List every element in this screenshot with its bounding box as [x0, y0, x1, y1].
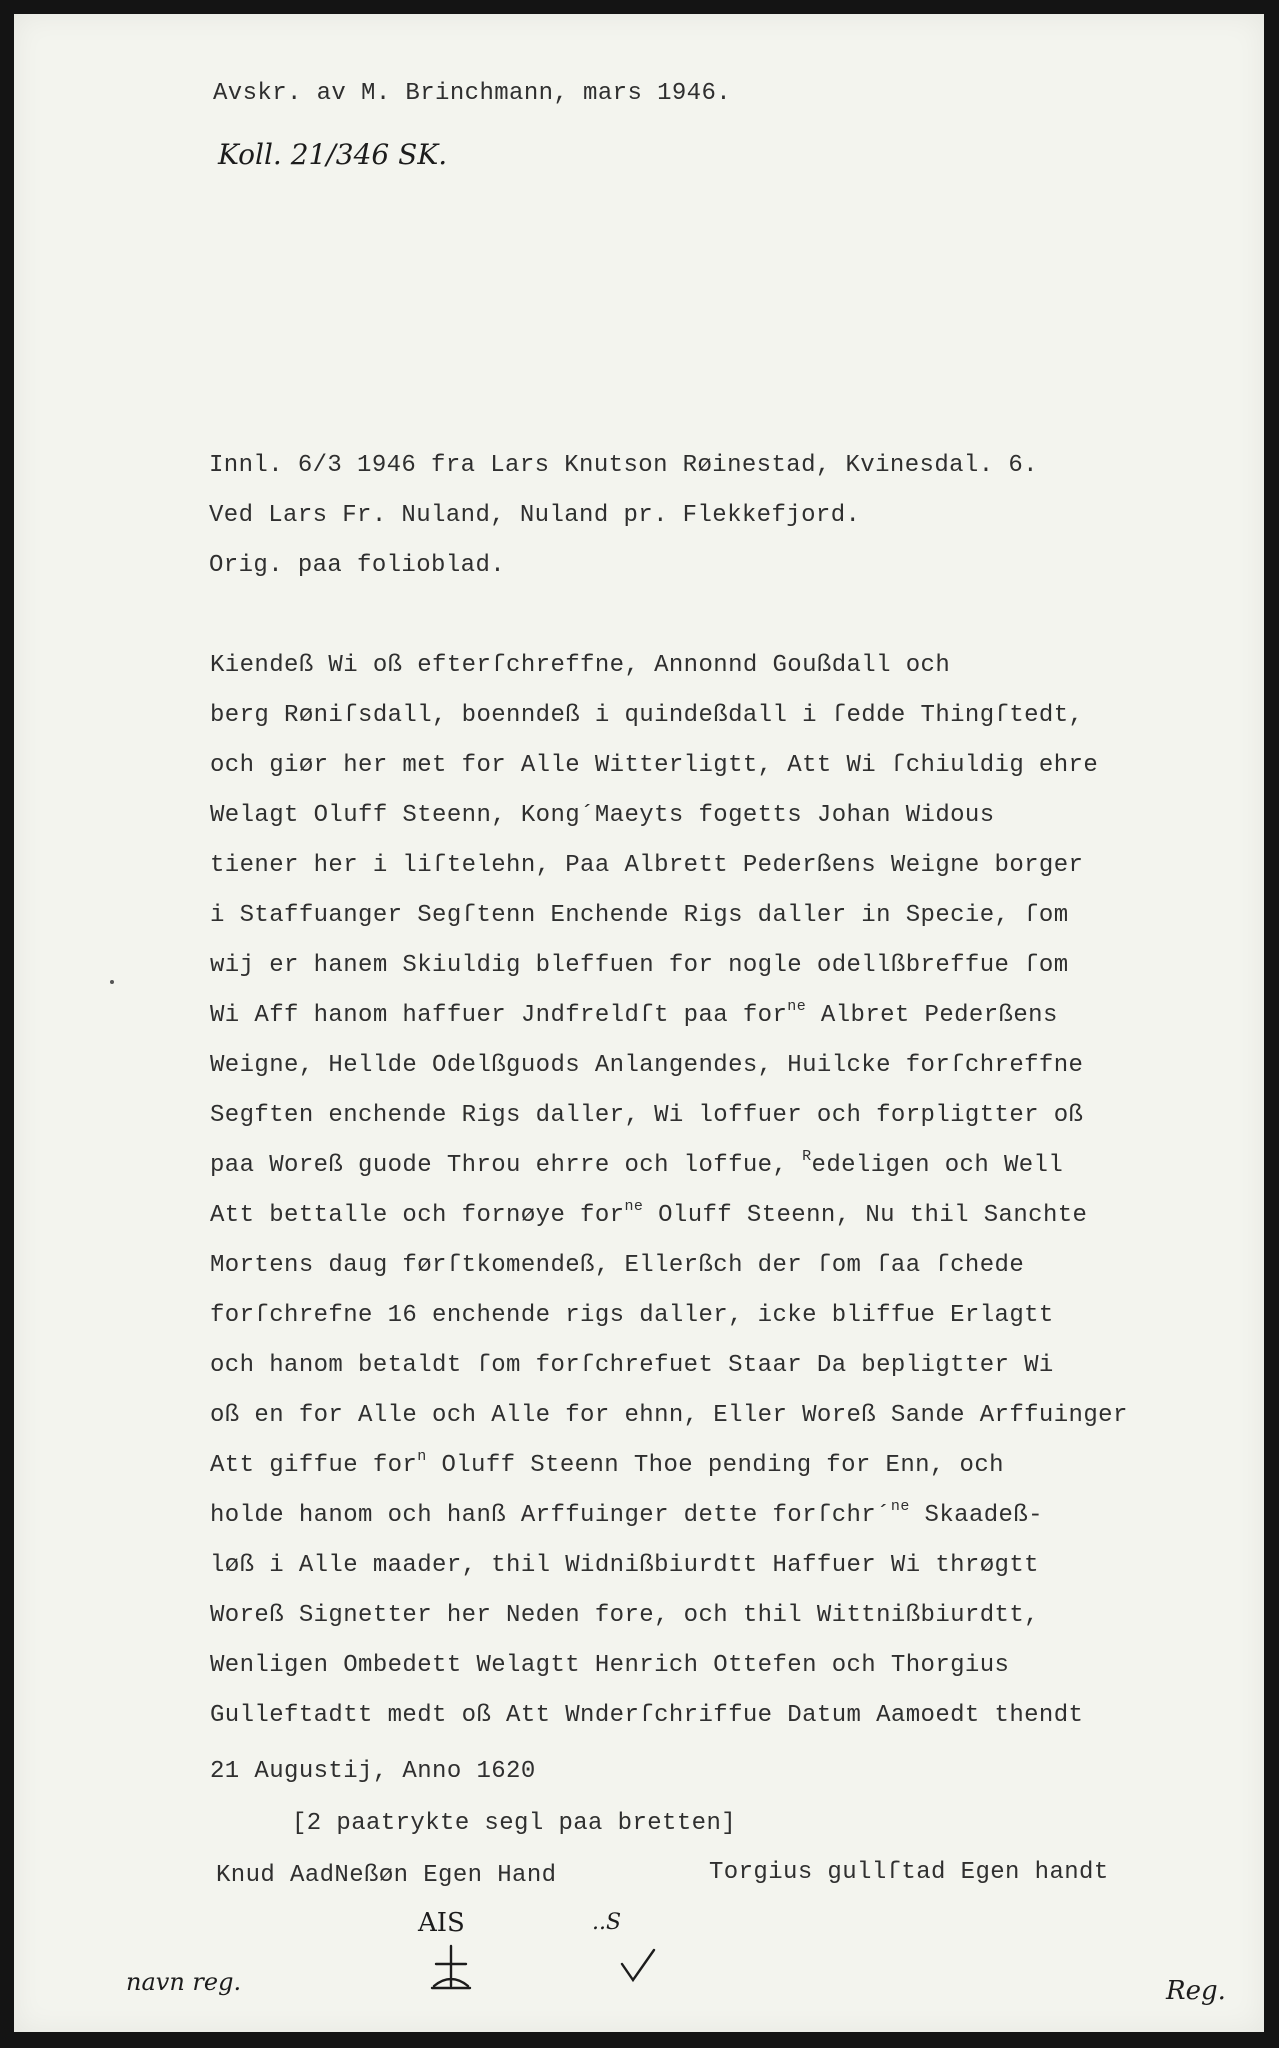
initials-mark: AIS: [418, 1908, 465, 1938]
body-line: Mortens daug førſtkomendeß, Ellerßch der ſom ſaa ſchede: [210, 1252, 1025, 1279]
body-line: tiener her i liſtelehn, Paa Albrett Pederßens Weigne borger: [210, 852, 1084, 879]
body-line: Woreß Signetter her Neden fore, och thil Wittnißbiurdtt,: [210, 1602, 1039, 1629]
body-line: Welagt Oluff Steenn, Kong´Maeyts fogetts Johan Widous: [210, 802, 995, 829]
body-line: forſchrefne 16 enchende rigs daller, icke bliffue Erlagtt: [210, 1302, 1054, 1329]
body-line: wij er hanem Skiuldig bleffuen for nogle odellßbreffue ſom: [210, 952, 1069, 979]
superscript-abbrev: n: [417, 1448, 427, 1465]
checkmark-icon: [618, 1946, 658, 1986]
body-line-text: Att bettalle och fornøye for: [210, 1202, 625, 1229]
body-line: och giør her met for Alle Witterligtt, Att Wi ſchiuldig ehre: [210, 752, 1099, 779]
body-line: oß en for Alle och Alle for ehnn, Eller Woreß Sande Arffuinger: [210, 1402, 1128, 1429]
body-line: [210, 998, 1058, 1029]
collection-reference: Koll. 21/346 SK.: [218, 138, 448, 171]
body-line-text: Wi Aff hanom haffuer Jndfreldſt paa for: [210, 1002, 788, 1029]
name-register-note: navn reg.: [126, 1968, 242, 1996]
body-line: [210, 1498, 1043, 1529]
body-line: [210, 1448, 1004, 1479]
anchor-cross-icon: [426, 1942, 476, 1996]
signature-right: Torgius gullſtad Egen handt: [709, 1859, 1109, 1886]
body-line: Segften enchende Rigs daller, Wi loffuer och forpligtter oß: [210, 1102, 1084, 1129]
body-line: i Staffuanger Segſtenn Enchende Rigs daller in Specie, ſom: [210, 902, 1069, 929]
body-line: och hanom betaldt ſom forſchrefuet Staar Da bepligtter Wi: [210, 1352, 1054, 1379]
intro-original-line: Orig. paa folioblad.: [209, 552, 506, 579]
body-line: [210, 1198, 1088, 1229]
body-line-tail: Skaadeß-: [909, 1502, 1043, 1529]
body-line-tail: Albret Pederßens: [806, 1002, 1058, 1029]
intro-via-line: Ved Lars Fr. Nuland, Nuland pr. Flekkefjord.: [209, 502, 861, 529]
superscript-abbrev: ne: [624, 1198, 644, 1215]
paper-speck: [110, 980, 114, 984]
body-line: Kiendeß Wi oß efterſchreffne, Annonnd Goußdall och: [210, 652, 951, 679]
superscript-abbrev: ne: [890, 1498, 910, 1515]
body-line: 21 Augustij, Anno 1620: [210, 1758, 536, 1785]
body-line-tail: edeligen och Well: [811, 1152, 1064, 1179]
seal-note: [2 paatrykte segl paa bretten]: [292, 1810, 737, 1837]
s-mark: ..S: [592, 1910, 622, 1935]
body-line: Wenligen Ombedett Welagtt Henrich Ottefen och Thorgius: [210, 1652, 1010, 1679]
signature-left: Knud AadNeßøn Egen Hand: [216, 1862, 557, 1889]
superscript-abbrev: R: [802, 1148, 812, 1165]
body-line: Gulleftadtt medt oß Att Wnderſchriffue Datum Aamoedt thendt: [210, 1702, 1084, 1729]
body-line-tail: Oluff Steenn Thoe pending for Enn, och: [426, 1452, 1004, 1479]
body-line: [210, 1148, 1064, 1179]
intro-received-line: Innl. 6/3 1946 fra Lars Knutson Røinestad, Kvinesdal. 6.: [209, 452, 1038, 479]
body-line: berg Røniſsdall, boenndeß i quindeßdall i ſedde Thingſtedt,: [210, 702, 1084, 729]
body-line-tail: Oluff Steenn, Nu thil Sanchte: [643, 1202, 1088, 1229]
body-line-text: Att giffue for: [210, 1452, 418, 1479]
register-note: Reg.: [1166, 1976, 1226, 2006]
body-line: Weigne, Hellde Odelßguods Anlangendes, Huilcke forſchreffne: [210, 1052, 1084, 1079]
body-line-text: paa Woreß guode Throu ehrre och loffue,: [210, 1152, 788, 1179]
copy-note: Avskr. av M. Brinchmann, mars 1946.: [213, 80, 732, 107]
body-line: løß i Alle maader, thil Widnißbiurdtt Haffuer Wi thrøgtt: [210, 1552, 1039, 1579]
superscript-abbrev: ne: [787, 998, 807, 1015]
document-page: [14, 14, 1264, 2032]
body-line-text: holde hanom och hanß Arffuinger dette forſchr´: [210, 1502, 891, 1529]
